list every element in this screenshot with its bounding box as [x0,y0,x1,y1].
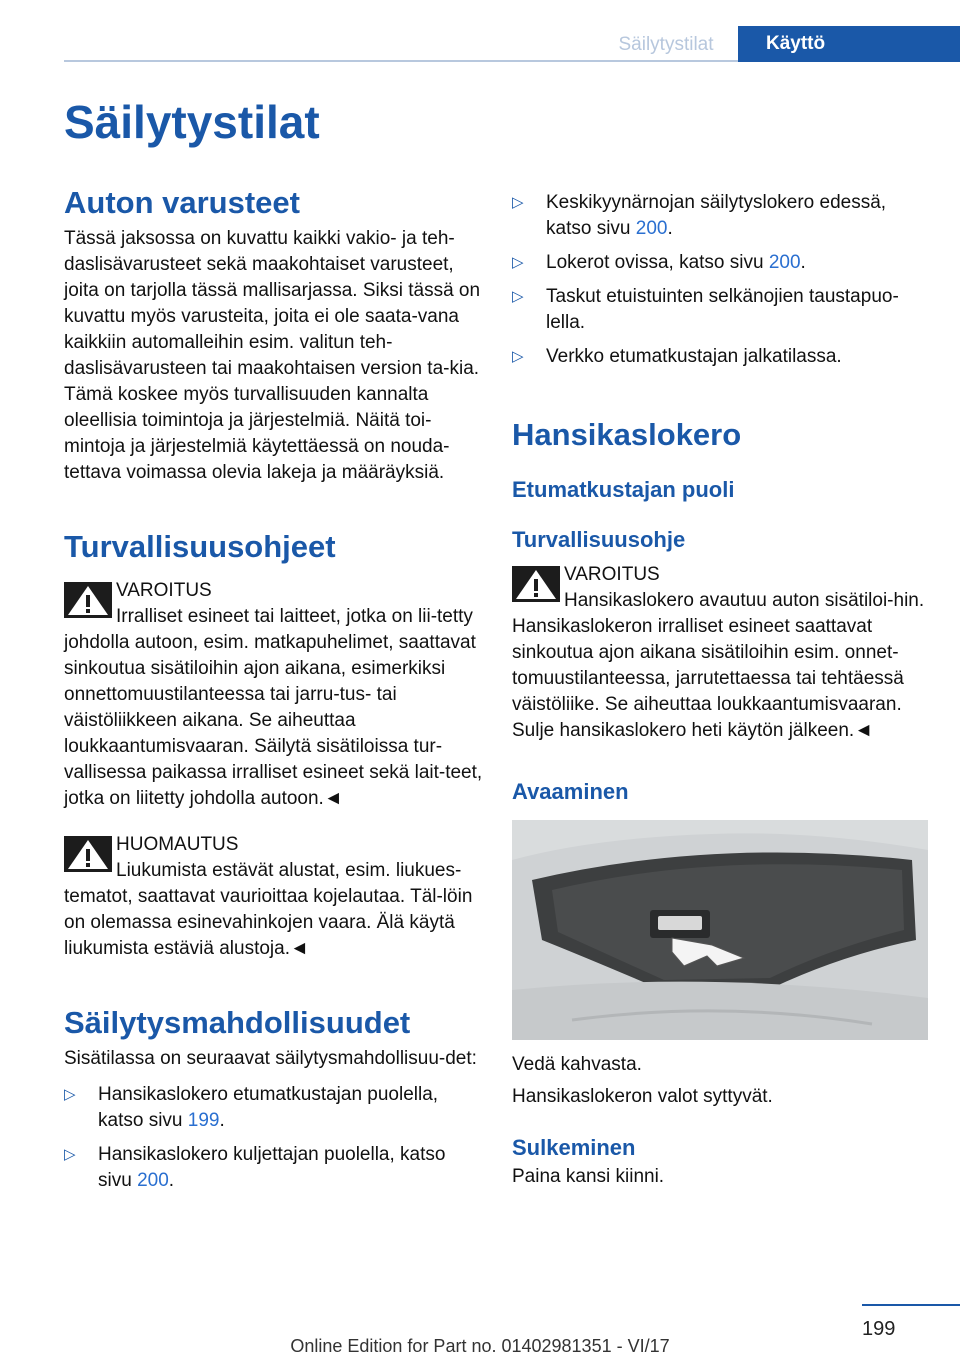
warning-label: VAROITUS [564,564,660,585]
header-section-label: Säilytystilat [618,34,714,55]
list-item: ▷ Keskikyynärnojan säilytyslokero edessä, katso sivu 200. [512,192,887,239]
page-number: 199 [862,1318,896,1340]
warning-block [64,578,484,812]
bullet-triangle-icon: ▷ [512,194,524,211]
header-chapter-tab: Käyttö [738,26,960,62]
warning-triangle-icon [64,582,112,618]
warning-triangle-icon [512,566,560,602]
bullet-triangle-icon: ▷ [64,1086,76,1103]
notice-triangle-icon [64,836,112,872]
page-number-rule [862,1304,960,1306]
page-link[interactable]: 200 [137,1170,169,1191]
glovebox-heading: Hansikaslokero [512,417,742,452]
passenger-side-heading: Etumatkustajan puoli [512,477,735,502]
warning-label: VAROITUS [116,580,212,601]
safety-note-heading: Turvallisuusohje [512,527,686,552]
opening-step-1: Vedä kahvasta. [512,1054,642,1075]
storage-list-continued [512,190,928,370]
footer-edition: Online Edition for Part no. 01402981351 - VI/17 [290,1336,670,1356]
list-item: ▷ Verkko etumatkustajan jalkatilassa. [512,344,928,370]
left-column [64,184,484,1194]
list-item: ▷ Hansikaslokero etumatkustajan puolella, katso sivu 199. [64,1084,439,1131]
warning-text: Hansikaslokero avautuu auton sisätiloi-hin. Hansikaslokeron irralliset esineet saattavat sinkoutua ajon aikana sisätiloihin esim. onnet-tomuustilanteessa, jarrutettaessa tai tehtäessä väistöliike. Se aiheuttaa loukkaantumisvaaran. Sulje hansikaslokero heti käytön jälkeen.◄ [512,590,925,741]
notice-label: HUOMAUTUS [116,834,239,855]
closing-text: Paina kansi kiinni. [512,1166,665,1187]
page-link[interactable]: 200 [768,252,801,273]
closing-heading: Sulkeminen [512,1135,636,1160]
storage-list [64,1082,484,1194]
list-item: ▷ Taskut etuistuinten selkänojien taustapuo-lella. [512,286,899,333]
page-link[interactable]: 199 [187,1110,220,1131]
bullet-triangle-icon: ▷ [512,348,524,365]
equipment-heading: Auton varusteet [64,185,300,220]
safety-heading: Turvallisuusohjeet [64,529,336,564]
notice-block [64,832,484,962]
opening-step-2: Hansikaslokeron valot syttyvät. [512,1086,773,1107]
opening-heading: Avaaminen [512,779,629,804]
right-column [512,184,928,1190]
page-title: Säilytystilat [64,96,320,148]
glovebox-photo [512,820,928,1040]
storage-heading: Säilytysmahdollisuudet [64,1005,411,1040]
list-item: ▷ Lokerot ovissa, katso sivu 200. [512,250,928,276]
glovebox-warning-block [512,562,928,744]
equipment-text: Tässä jaksossa on kuvattu kaikki vakio- ja teh-daslisävarusteet sekä maakohtaiset varusteet, joita on tarjolla tässä mallisarjassa. Siksi tässä on kuvattu myös varusteita, joita ei ole saata-vana kaikkiin automalleihin esim. valitun teh-daslisävarusteen tai maakohtaisen version ta-kia. Tämä koskee myös turvallisuuden kannalta oleellisia toimintoja ja järjestelmiä. Näitä toi-mintoja ja järjestelmiä käytettäessä on nouda-tettava voimassa olevia lakeja ja määräyksiä. [64,228,481,483]
notice-text: Liukumista estävät alustat, esim. liukues-tematot, saattavat vaurioittaa kojelautaa. Täl-löin on olemassa esinevahinkojen vaara. Älä käytä liukumista estäviä alustoja.◄ [64,860,473,959]
page-link[interactable]: 200 [635,218,668,239]
bullet-triangle-icon: ▷ [512,288,524,305]
storage-intro: Sisätilassa on seuraavat säilytysmahdollisuu-det: [64,1048,477,1069]
bullet-triangle-icon: ▷ [512,254,524,271]
warning-text: Irralliset esineet tai laitteet, jotka on lii-tetty johdolla autoon, esim. matkapuhelimet, saattavat sinkoutua sisätiloihin ajon aikana, esimerkiksi onnettomuustilanteessa tai jarru-tus- tai väistöliikkeen aikana. Se aiheuttaa loukkaantumisvaaran. Säilytä sisätiloissa tur-vallisessa paikassa irralliset esineet sekä lait-teet, jotka on liitetty johdolla autoon.◄ [64,606,483,809]
list-item: ▷ Hansikaslokero kuljettajan puolella, katso sivu 200. [64,1144,446,1191]
bullet-triangle-icon: ▷ [64,1146,76,1163]
